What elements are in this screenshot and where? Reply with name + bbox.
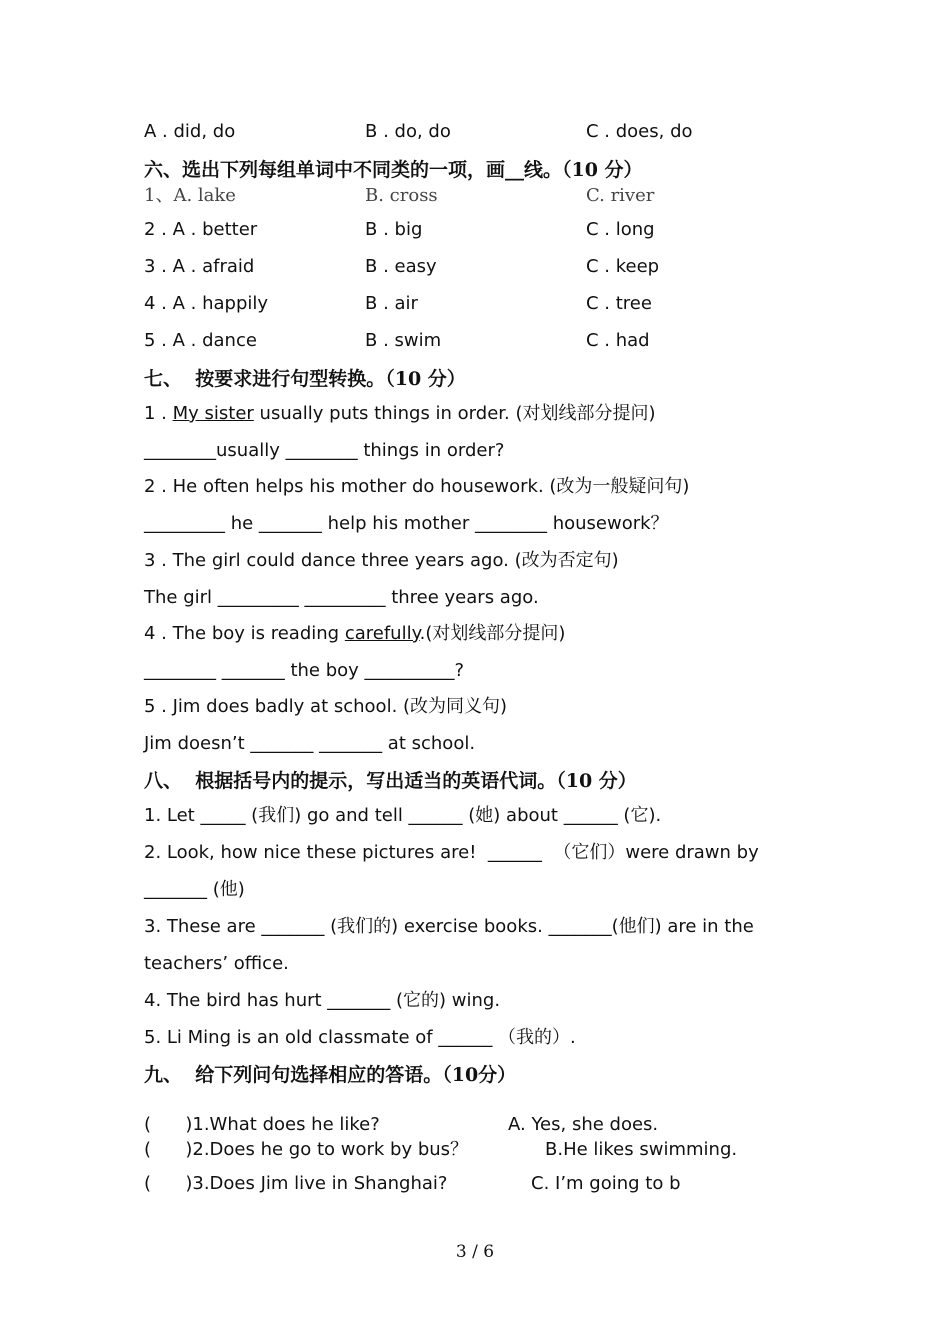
section-6-heading: 六、选出下列每组单词中不同类的一项，画__线。（10 分）	[144, 159, 643, 181]
q4-prefix: 4 . The boy is reading	[144, 623, 345, 644]
sec8-line-1: 1. Let _____ (我们) go and tell ______ (她) about ______ (它).	[144, 805, 662, 826]
section-7-heading: 七、 按要求进行句型转换。（10 分）	[144, 368, 466, 390]
sec8-line-2: 2. Look, how nice these pictures are! ______ （它们）were drawn by	[144, 842, 759, 863]
sec8-line-4: 4. The bird has hurt _______ (它的) wing.	[144, 990, 501, 1011]
q4-underlined: carefully	[344, 623, 420, 644]
option-b: B . do, do	[365, 121, 451, 142]
sec7-answer-4: ________ _______ the boy __________?	[144, 660, 465, 681]
sec7-question-4	[144, 622, 565, 646]
sec7-answer-3: The girl _________ _________ three years ago.	[144, 587, 539, 608]
sec6-row3-b: B . easy	[365, 256, 437, 277]
sec6-row5-a: 5 . A . dance	[144, 330, 257, 351]
sec6-row5-b: B . swim	[365, 330, 442, 351]
sec7-question-5: 5 . Jim does badly at school. (改为同义句)	[144, 696, 508, 717]
sec8-line-3: 3. These are _______ (我们的) exercise books. _______(他们) are in the	[144, 916, 754, 937]
option-c: C . does, do	[586, 121, 693, 142]
sec7-question-3: 3 . The girl could dance three years ago. (改为否定句)	[144, 550, 619, 571]
sec7-answer-1: ________usually ________ things in order?	[144, 440, 505, 461]
sec6-row1-c: C. river	[586, 185, 655, 206]
sec6-row4-c: C . tree	[586, 293, 652, 314]
sec7-answer-5: Jim doesn’t _______ _______ at school.	[144, 733, 476, 754]
sec6-row2-c: C . long	[586, 219, 655, 240]
sec9-question-3: ( )3.Does Jim live in Shanghai?	[144, 1173, 448, 1194]
sec6-row3-a: 3 . A . afraid	[144, 256, 255, 277]
sec6-row2-a: 2 . A . better	[144, 219, 258, 240]
q1-underlined: My sister	[172, 403, 254, 424]
sec9-answer-a: A. Yes, she does.	[508, 1114, 659, 1135]
sec8-line-2-cont: _______ (他)	[144, 879, 245, 900]
sec8-line-5: 5. Li Ming is an old classmate of ______ （我的）.	[144, 1027, 576, 1048]
sec6-row1-b: B. cross	[365, 185, 438, 206]
sec6-row4-b: B . air	[365, 293, 418, 314]
sec6-row5-c: C . had	[586, 330, 650, 351]
option-a: A . did, do	[144, 121, 236, 142]
sec6-row1-a: 1、A. lake	[144, 185, 236, 206]
q1-prefix: 1 .	[144, 403, 173, 424]
section-8-heading: 八、 根据括号内的提示，写出适当的英语代词。（10 分）	[144, 770, 637, 792]
sec6-row2-b: B . big	[365, 219, 423, 240]
sec6-row4-a: 4 . A . happily	[144, 293, 269, 314]
sec9-answer-c: C. I’m going to b	[531, 1173, 681, 1194]
sec7-question-1	[144, 402, 656, 426]
q4-rest: .(对划线部分提问)	[419, 623, 566, 644]
q1-rest: usually puts things in order. (对划线部分提问)	[253, 403, 656, 424]
section-9-heading: 九、 给下列问句选择相应的答语。（10分）	[144, 1064, 517, 1086]
sec7-answer-2: _________ he _______ help his mother ________ housework？	[144, 513, 669, 534]
sec9-question-1: ( )1.What does he like?	[144, 1114, 380, 1135]
page-number: 3 / 6	[455, 1242, 495, 1262]
sec8-line-3-cont: teachers’ office.	[144, 953, 289, 974]
sec9-answer-b: B.He likes swimming.	[545, 1139, 738, 1160]
sec7-question-2: 2 . He often helps his mother do housework. (改为一般疑问句)	[144, 476, 690, 497]
sec9-question-2: ( )2.Does he go to work by bus？	[144, 1139, 469, 1160]
sec6-row3-c: C . keep	[586, 256, 660, 277]
